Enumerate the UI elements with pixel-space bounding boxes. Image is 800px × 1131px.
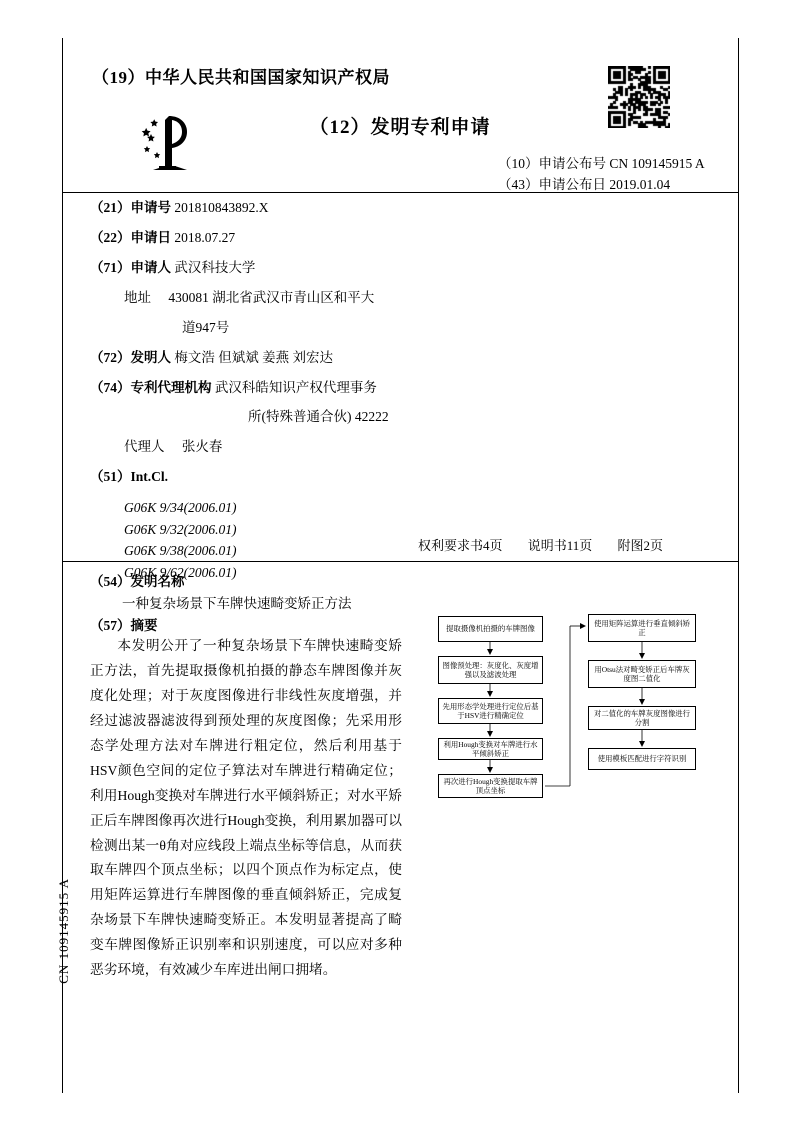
application-number-code: （21）申请号 (90, 200, 171, 215)
description-count: 说明书11页 (527, 538, 593, 553)
flow-node: 利用Hough变换对车牌进行水平倾斜矫正 (438, 738, 543, 760)
page-counts (418, 535, 685, 554)
applicant-value: 武汉科技大学 (174, 259, 256, 275)
document-type-title: （12）发明专利申请 (309, 117, 491, 138)
flow-node: 对二值化的车牌灰度图像进行分割 (588, 706, 696, 730)
inventor-code: （72）发明人 (90, 349, 171, 365)
inventor-value: 梅文浩 但斌斌 姜燕 刘宏达 (174, 349, 333, 365)
publication-date: （43）申请公布日 2019.01.04 (498, 177, 671, 192)
section-divider (62, 561, 738, 562)
right-border-line (738, 38, 739, 1093)
application-number-row (90, 198, 520, 219)
ipc-row (90, 467, 520, 488)
address-line-2: 道947号 (182, 319, 230, 335)
flow-node: 再次进行Hough变换提取车牌顶点坐标 (438, 774, 543, 798)
side-publication-code: CN 109145915 A (56, 878, 71, 984)
applicant-code: （71）申请人 (90, 259, 171, 275)
agency-row-2 (90, 407, 520, 428)
ipc-item: G06K 9/62(2006.01) (124, 565, 237, 580)
abstract-text: 本发明公开了一种复杂场景下车牌快速畸变矫正方法，首先提取摄像机拍摄的静态车牌图像并灰度化处理；对于灰度图像进行非线性灰度增强，并经过滤波器滤波得到预处理的灰度图像；先采用形态学处理方法对车牌进行粗定位，然后利用基于HSV颜色空间的定位子算法对车牌进行精确定位；利用Hough变换对车牌进行水平倾斜矫正；对水平矫正后车牌图像再次进行Hough变换，利用累加器可以检测出某一θ角对应线段上端点坐标等信息，从而获取车牌四个顶点坐标；以四个顶点作为标定点，使用矩阵运算进行车牌图像的垂直倾斜矫正，完成复杂场景下车牌快速畸变矫正。本发明显著提高了畸变车牌图像矫正识别率和识别速度，可以应对多种恶劣环境，有效减少车库进出闸口拥堵。 (90, 638, 402, 978)
agency-value-2: 所(特殊普通合伙) 42222 (248, 409, 389, 425)
publication-number: （10）申请公布号 CN 109145915 A (498, 156, 705, 171)
address-row-2 (90, 318, 520, 339)
agent-value: 张火春 (181, 439, 223, 455)
flowchart-figure (420, 608, 720, 808)
application-date-row (90, 228, 520, 249)
office-header (92, 63, 390, 88)
agent-label: 代理人 (124, 439, 165, 455)
address-label: 地址 (124, 289, 151, 305)
drawings-count: 附图2页 (617, 538, 664, 553)
ipc-item: G06K 9/34(2006.01) (124, 500, 237, 516)
office-name: 中华人民共和国国家知识产权局 (145, 68, 390, 87)
agency-code: （74）专利代理机构 (90, 379, 212, 395)
invention-name-value: 一种复杂场景下车牌快速畸变矫正方法 (122, 596, 352, 611)
invention-name-label: （54）发明名称 (90, 574, 185, 589)
office-code: （19） (92, 68, 145, 87)
inventor-row (90, 348, 520, 369)
application-date-value: 2018.07.27 (174, 229, 236, 245)
ipc-item: G06K 9/38(2006.01) (124, 543, 237, 559)
agent-row (90, 437, 520, 458)
agency-value: 武汉科皓知识产权代理事务 (214, 379, 377, 395)
flow-node: 用Otsu法对畸变矫正后车牌灰度图二值化 (588, 660, 696, 688)
header-divider (62, 192, 738, 193)
flow-node: 图像预处理：灰度化、灰度增强以及滤波处理 (438, 656, 543, 684)
agency-row (90, 378, 520, 399)
ipc-item: G06K 9/32(2006.01) (124, 521, 237, 537)
abstract-label: （57）摘要 (90, 618, 158, 633)
application-date-code: （22）申请日 (90, 229, 171, 245)
address-line-1: 430081 湖北省武汉市青山区和平大 (168, 289, 375, 305)
claims-count: 权利要求书4页 (418, 538, 503, 553)
applicant-row (90, 258, 520, 279)
flow-node: 使用矩阵运算进行垂直倾斜矫正 (588, 614, 696, 642)
ipc-code: （51）Int.Cl. (90, 469, 169, 485)
application-number-value: 201810843892.X (174, 200, 269, 215)
qr-code-icon (608, 66, 670, 128)
bibliographic-block (90, 198, 520, 584)
flow-node: 先用形态学处理进行定位后基于HSV进行精确定位 (438, 698, 543, 724)
flow-node: 提取摄像机拍摄的车牌图像 (438, 616, 543, 642)
address-row (90, 288, 520, 309)
flow-node: 使用模板匹配进行字符识别 (588, 748, 696, 770)
